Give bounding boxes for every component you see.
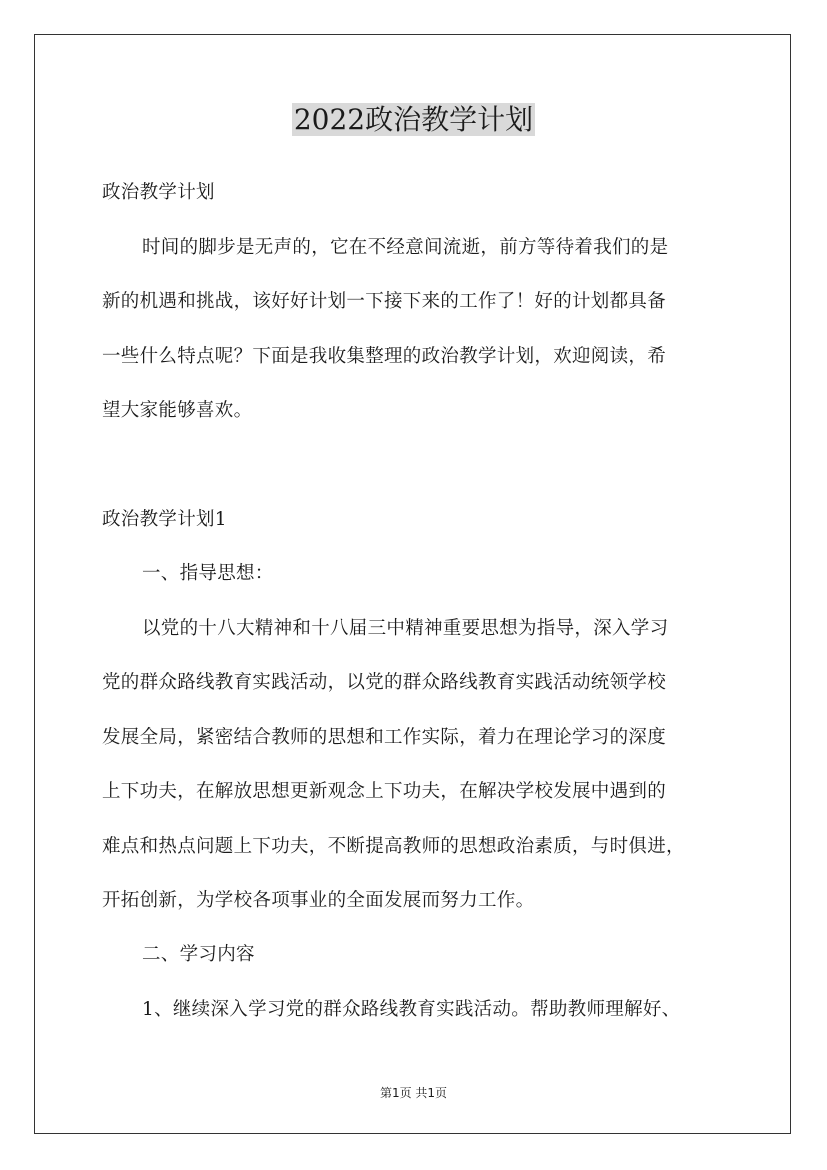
paragraph-line: 时间的脚步是无声的，它在不经意间流逝，前方等待着我们的是: [142, 237, 669, 258]
section-heading: 政治教学计划1: [102, 509, 227, 530]
subheading: 二、学习内容: [142, 944, 255, 965]
document-title-text: 2022政治教学计划: [293, 103, 534, 136]
paragraph-line: 新的机遇和挑战，该好好计划一下接下来的工作了！好的计划都具备: [102, 291, 667, 312]
paragraph-line: 党的群众路线教育实践活动，以党的群众路线教育实践活动统领学校: [102, 672, 667, 693]
paragraph-line: 发展全局，紧密结合教师的思想和工作实际，着力在理论学习的深度: [102, 727, 667, 748]
page-footer: 第1页 共1页: [379, 1086, 448, 1100]
paragraph-line: 上下功夫，在解放思想更新观念上下功夫，在解决学校发展中遇到的: [102, 781, 667, 802]
section-heading: 政治教学计划: [102, 182, 215, 203]
paragraph-line: 一些什么特点呢？下面是我收集整理的政治教学计划，欢迎阅读，希: [102, 346, 667, 367]
paragraph-line: 以党的十八大精神和十八届三中精神重要思想为指导，深入学习: [142, 618, 669, 639]
subheading: 一、指导思想：: [142, 563, 274, 584]
paragraph-line: 开拓创新，为学校各项事业的全面发展而努力工作。: [102, 890, 535, 911]
paragraph-line: 望大家能够喜欢。: [102, 400, 253, 421]
paragraph-line: 1、继续深入学习党的群众路线教育实践活动。帮助教师理解好、: [142, 999, 681, 1020]
paragraph-line: 难点和热点问题上下功夫，不断提高教师的思想政治素质，与时俱进，: [102, 836, 685, 857]
document-title: [0, 100, 827, 140]
